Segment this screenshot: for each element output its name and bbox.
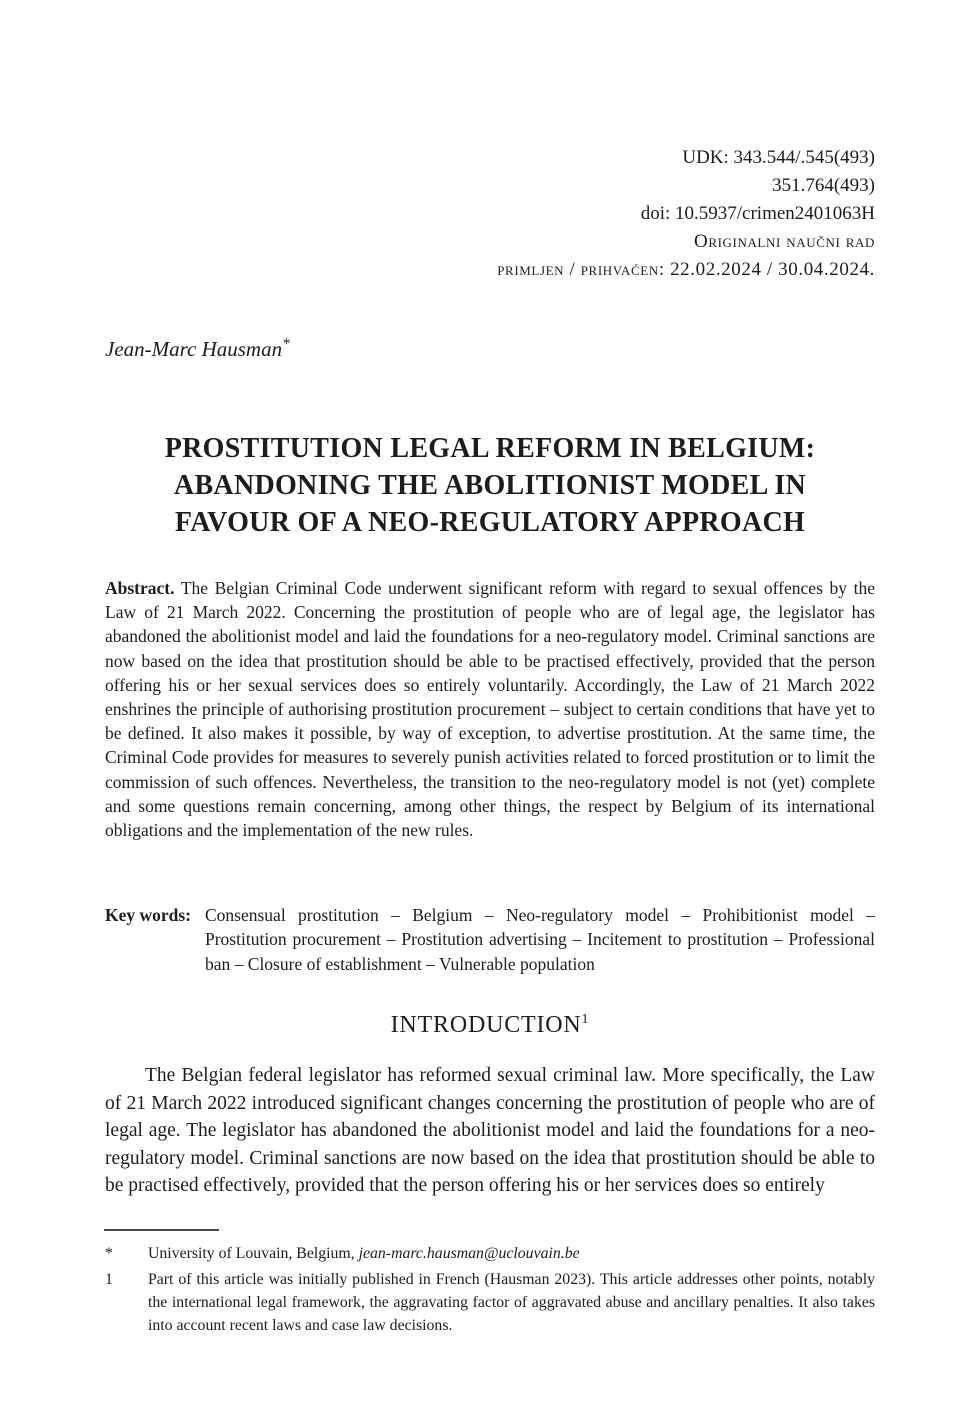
author-footnote-marker: * — [282, 336, 290, 352]
udk-line-2: 351.764(493) — [772, 175, 875, 196]
abstract — [105, 576, 875, 842]
footnote-1-text: Part of this article was initially published in French (Hausman 2023). This article addresses other points, notably the international legal framework, the aggravating factor of aggravated abuse and ancillary penalties. It also takes into account recent laws and case law decisions. — [148, 1271, 875, 1334]
footnote-affiliation-text — [105, 1242, 875, 1265]
udk-line-1: UDK: 343.544/.545(493) — [682, 147, 875, 168]
footnote-1-marker: 1 — [105, 1271, 113, 1288]
author-email: jean-marc.hausman@uclouvain.be — [358, 1245, 580, 1262]
author-line — [105, 336, 875, 362]
received-accepted-line: primljen / prihvaćen: 22.02.2024 / 30.04.2024. — [497, 259, 875, 280]
footnote-separator-rule — [104, 1229, 219, 1231]
footnote-1 — [105, 1268, 875, 1337]
doi-line: doi: 10.5937/crimen2401063H — [640, 203, 875, 224]
abstract-text: The Belgian Criminal Code underwent significant reform with regard to sexual offences by the Law of 21 March 2022. Concerning the prostitution of people who are of legal age, the legislator has abandoned the abolitionist model and laid the foundations for a neo-regulatory model. Criminal sanctions are now based on the idea that prostitution should be able to be practised effectively, provided that the person offering his or her sexual services does so entirely voluntarily. Accordingly, the Law of 21 March 2022 enshrines the principle of authorising prostitution procurement – subject to certain conditions that have yet to be defined. It also makes it possible, by way of exception, to advertise prostitution. At the same time, the Criminal Code provides for measures to severely punish activities related to forced prostitution or to limit the commission of such offences. Nevertheless, the transition to the neo-regulatory model is not (yet) complete and some questions remain concerning, among other things, the respect by Belgium of its international obligations and the implementation of the new rules. — [105, 578, 875, 841]
introduction-heading-footnote-ref: 1 — [581, 1012, 590, 1027]
introduction-heading-text: INTRODUCTION — [390, 1012, 582, 1038]
keywords — [105, 903, 875, 976]
introduction-paragraph: The Belgian federal legislator has reformed sexual criminal law. More specifically, the Law of 21 March 2022 introduced significant changes concerning the prostitution of people who are of legal age. The legislator has abandoned the abolitionist model and laid the foundations for a neo-regulatory model. Criminal sanctions are now based on the idea that prostitution should be able to be practised effectively, provided that the person offering his or her services does so entirely — [105, 1065, 875, 1197]
introduction-heading — [105, 1012, 875, 1039]
author-name: Jean-Marc Hausman — [105, 337, 283, 361]
article-type: Originalni naučni rad — [694, 231, 875, 252]
footnote-affiliation-marker: * — [105, 1245, 113, 1262]
title-line-3: FAVOUR OF A NEO-REGULATORY APPROACH — [174, 507, 806, 538]
header-metadata — [105, 144, 875, 284]
title-line-1: PROSTITUTION LEGAL REFORM IN BELGIUM: — [164, 433, 816, 464]
abstract-label: Abstract. — [105, 578, 175, 598]
keywords-label: Key words: — [105, 905, 192, 925]
article-title — [105, 430, 875, 541]
keywords-text: Consensual prostitution – Belgium – Neo-regulatory model – Prohibitionist model – Prostitution procurement – Prostitution advertising – Incitement to prostitution – Professional ban – Closure of establishment – Vulnerable population — [205, 905, 875, 974]
footnote-affiliation — [105, 1242, 875, 1265]
footnotes — [105, 1242, 875, 1340]
affiliation-text: University of Louvain, Belgium, — [148, 1245, 359, 1262]
title-line-2: ABANDONING THE ABOLITIONIST MODEL IN — [173, 470, 807, 501]
